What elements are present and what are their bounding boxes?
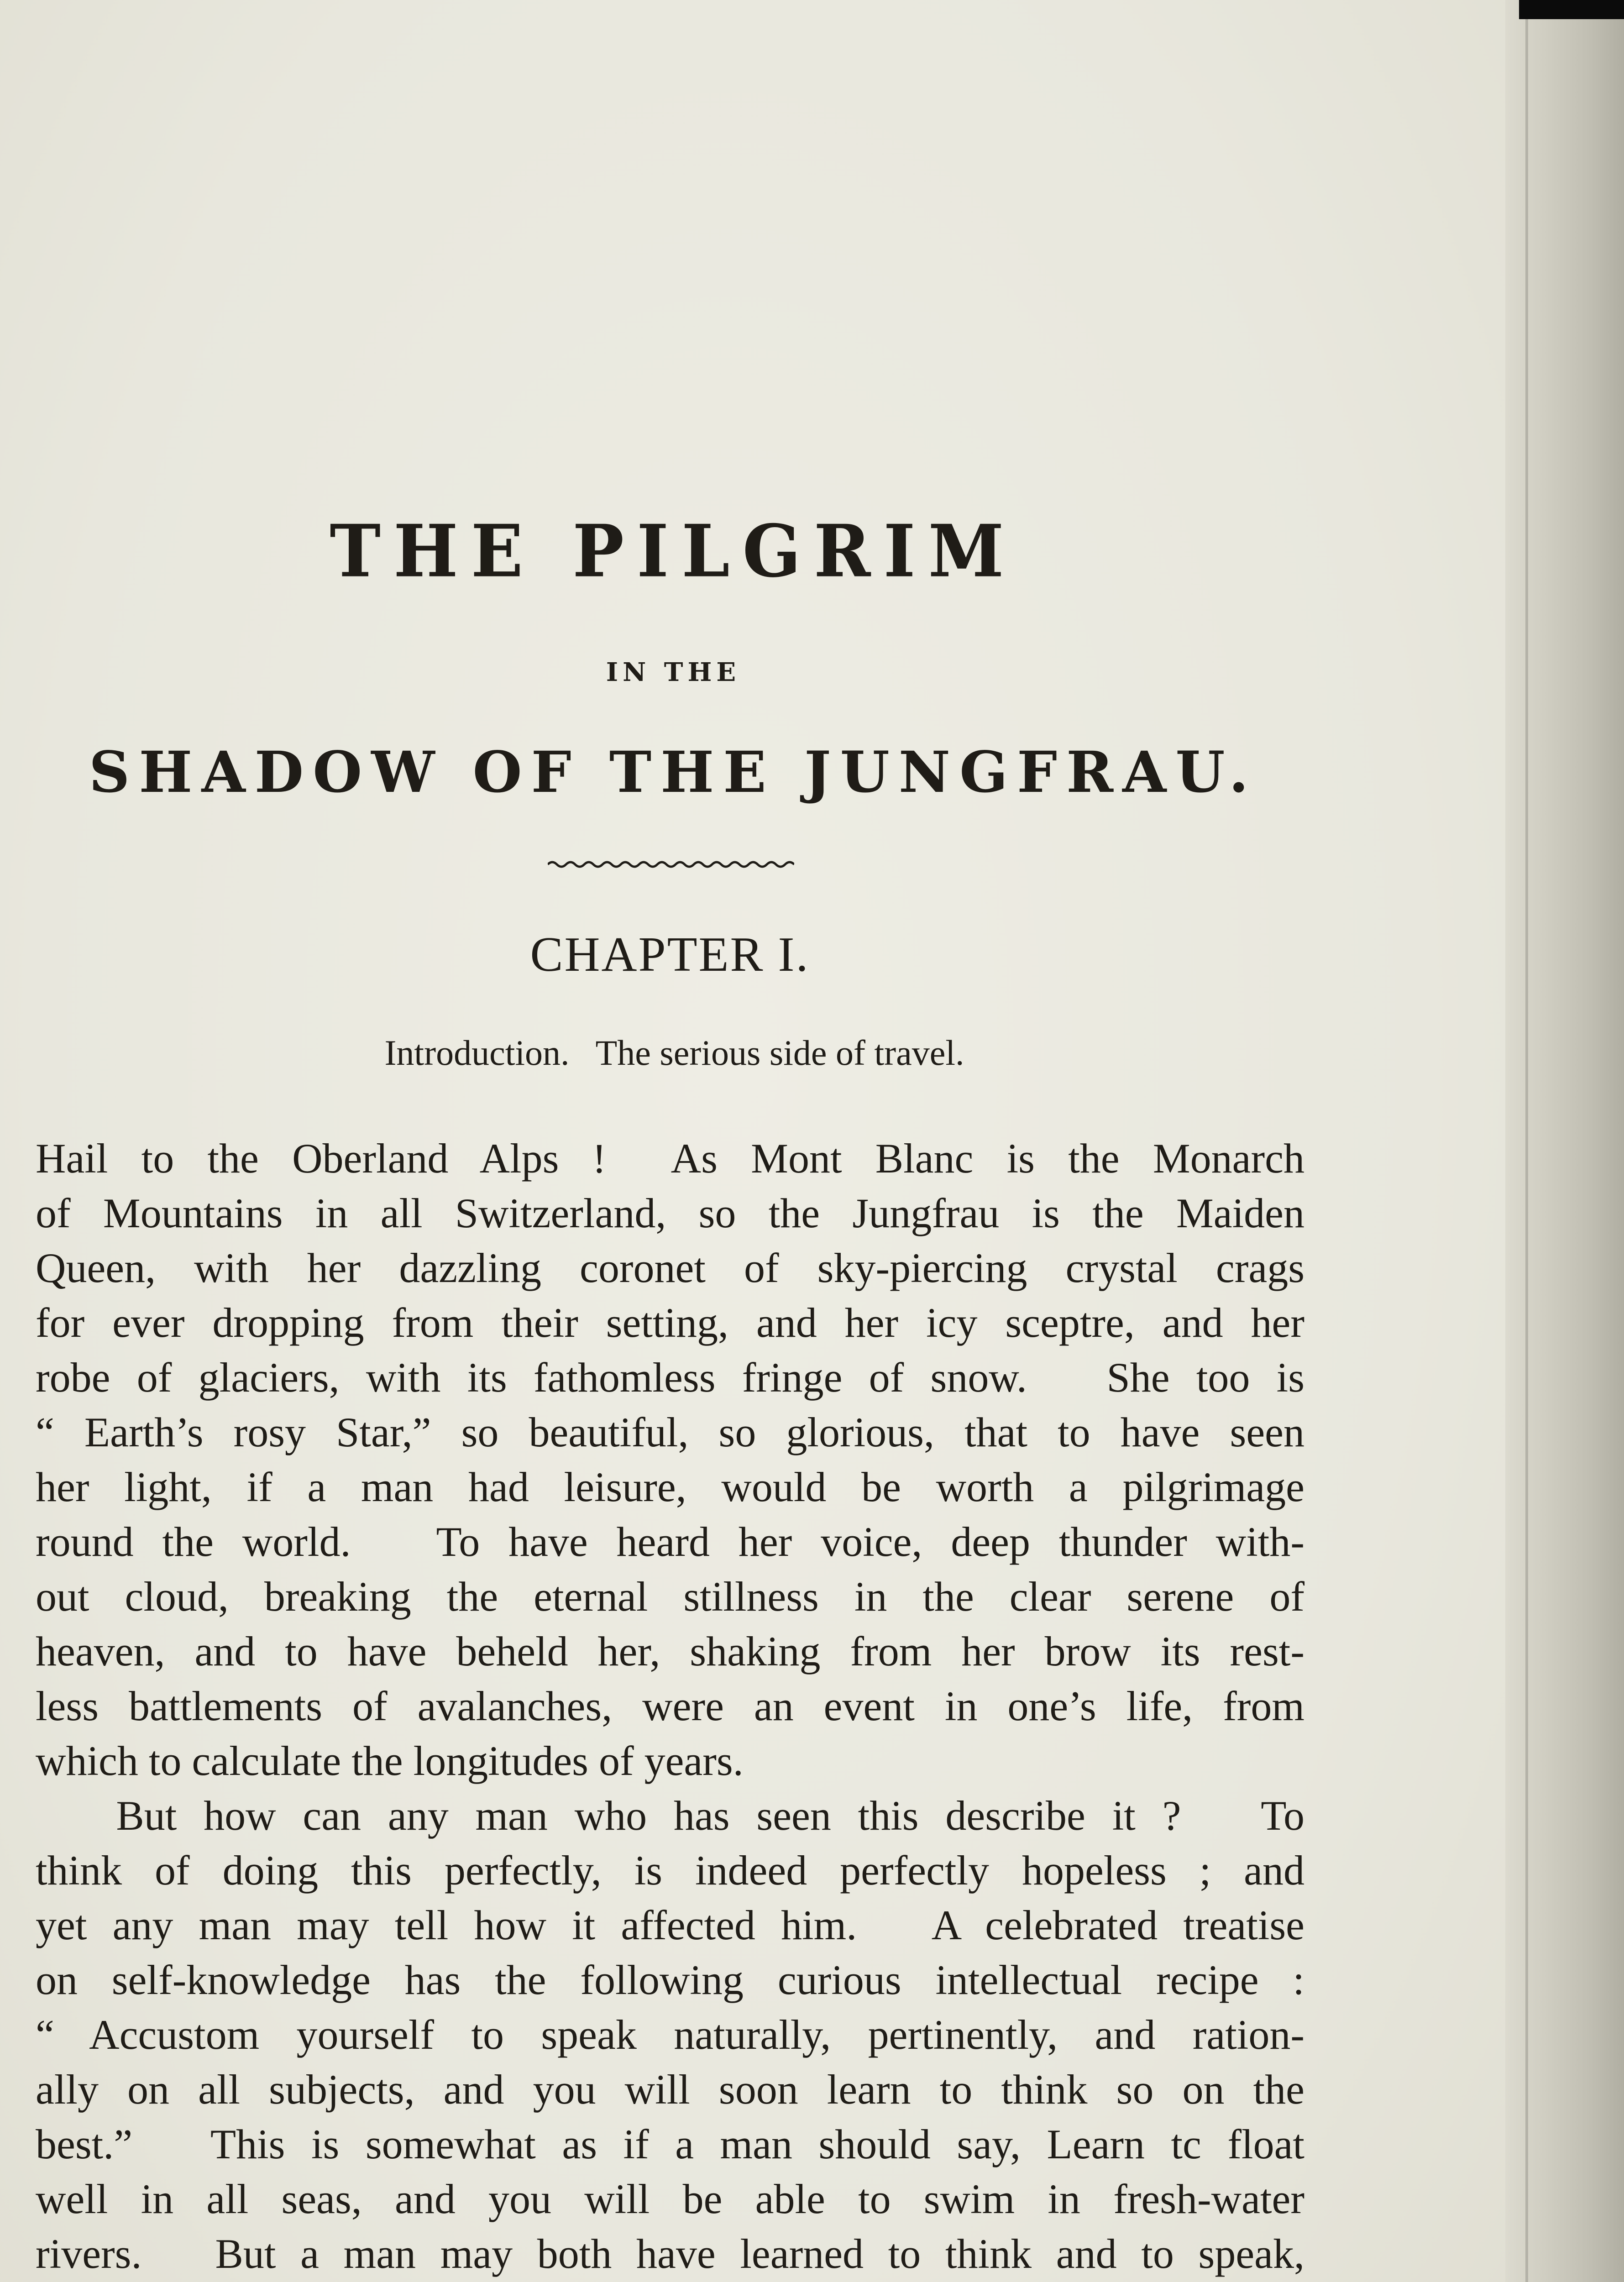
body-line: on self-knowledge has the following curious intellectual recipe : (36, 1957, 1304, 2003)
body-line: rivers. But a man may both have learned to think and to speak, (36, 2230, 1304, 2277)
body-line: round the world. To have heard her voice, deep thunder with- (36, 1518, 1304, 1565)
body-line: robe of glaciers, with its fathomless fringe of snow. She too is (36, 1354, 1304, 1401)
title-line-1: THE PILGRIM (330, 509, 1017, 594)
page-edge-line (1525, 0, 1528, 2282)
body-line: less battlements of avalanches, were an event in one’s life, from (36, 1683, 1304, 1729)
scan-border (1519, 0, 1624, 19)
body-text (36, 1131, 1304, 2282)
body-line: “ Accustom yourself to speak naturally, pertinently, and ration- (36, 2011, 1304, 2058)
body-line: best.” This is somewhat as if a man should say, Learn tc float (36, 2121, 1304, 2167)
body-line: out cloud, breaking the eternal stillness in the clear serene of (36, 1573, 1304, 1620)
body-line: her light, if a man had leisure, would be worth a pilgrimage (36, 1464, 1304, 1510)
title-line-2: SHADOW OF THE JUNGFRAU. (89, 739, 1258, 806)
body-line: Hail to the Oberland Alps ! As Mont Blanc is the Monarch (36, 1135, 1304, 1182)
body-line: heaven, and to have beheld her, shaking from her brow its rest- (36, 1628, 1304, 1675)
body-line: ally on all subjects, and you will soon learn to think so on the (36, 2066, 1304, 2113)
body-line: which to calculate the longitudes of years. (36, 1738, 744, 1784)
body-line: But how can any man who has seen this describe it ? To (36, 1792, 1304, 1839)
body-line: of Mountains in all Switzerland, so the Jungfrau is the Maiden (36, 1190, 1304, 1236)
chapter-heading: CHAPTER I. (530, 927, 810, 982)
body-line: well in all seas, and you will be able to swim in fresh-water (36, 2176, 1304, 2222)
body-line: “ Earth’s rosy Star,” so beautiful, so glorious, that to have seen (36, 1409, 1304, 1455)
body-line: for ever dropping from their setting, and her icy sceptre, and her (36, 1299, 1304, 1346)
ornament-divider-icon (548, 854, 794, 873)
body-line: Queen, with her dazzling coronet of sky-piercing crystal crags (36, 1245, 1304, 1291)
chapter-summary: Introduction. The serious side of travel. (384, 1033, 964, 1073)
body-line: think of doing this perfectly, is indeed perfectly hopeless ; and (36, 1847, 1304, 1894)
page-edge-shadow (1505, 0, 1624, 2282)
title-connector: IN THE (606, 657, 741, 687)
body-line: yet any man may tell how it affected him. A celebrated treatise (36, 1902, 1304, 1948)
